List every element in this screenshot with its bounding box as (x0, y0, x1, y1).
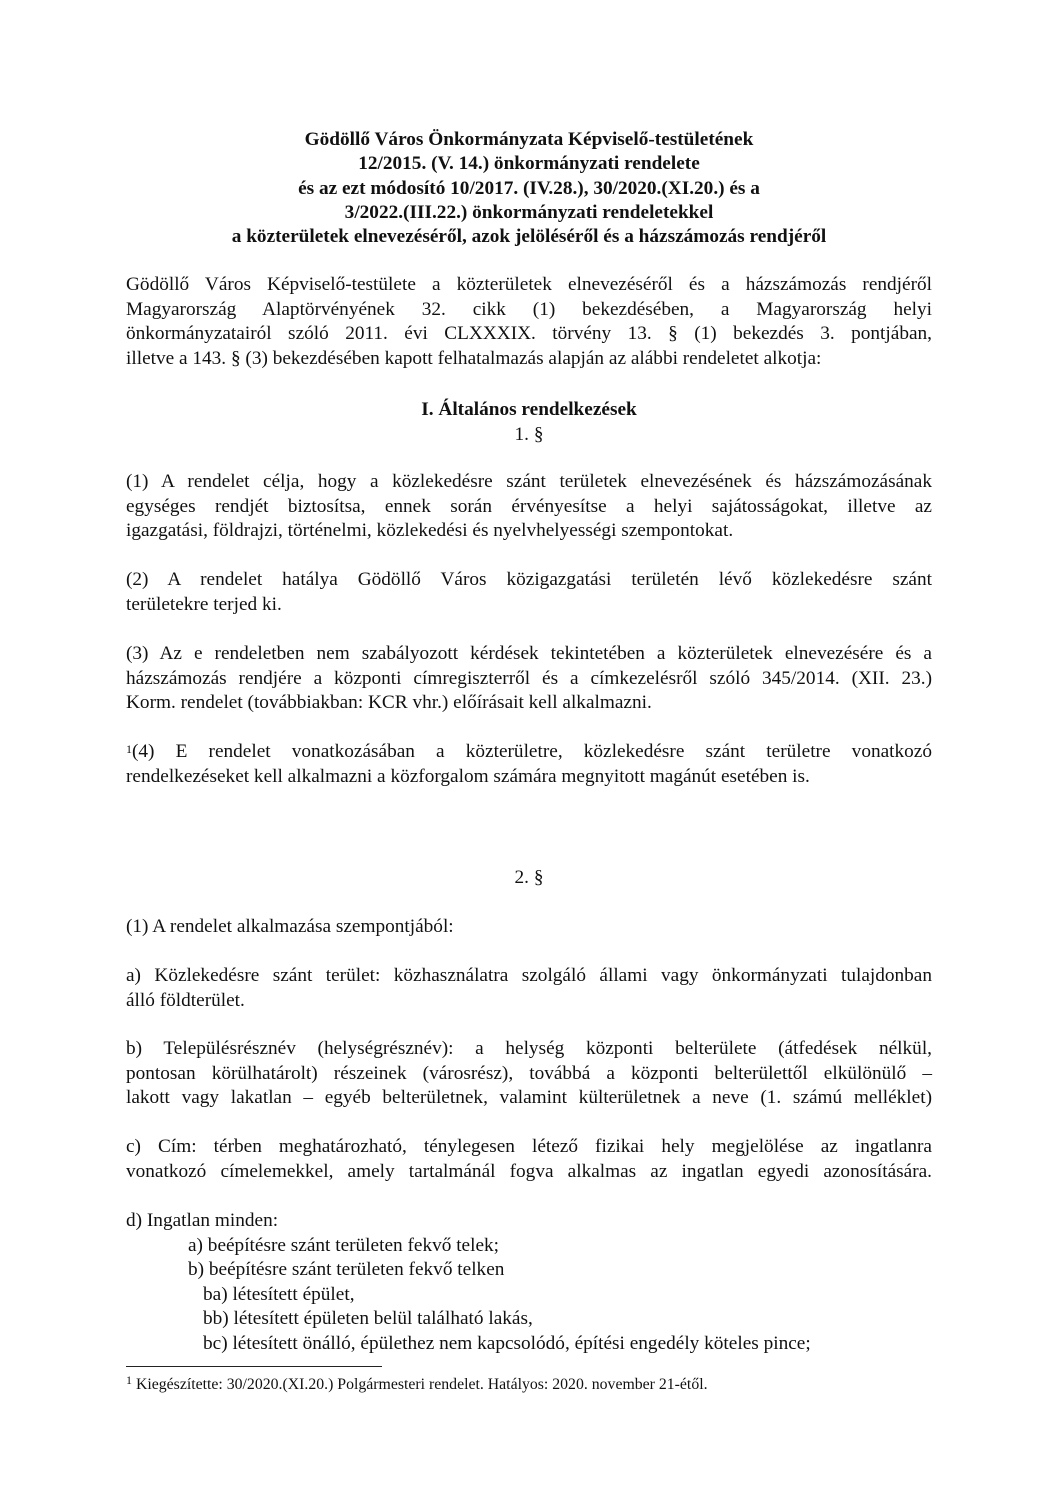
text-line (126, 740, 932, 765)
section-number: 1. § (514, 424, 544, 445)
definition-b (126, 1037, 932, 1111)
definition-a (126, 964, 932, 1013)
footnote-ref[interactable]: 1 (126, 742, 132, 756)
paragraph-1-2 (126, 568, 932, 617)
text-line: Magyarország Alaptörvényének 32. cikk (1) bekezdésében, a Magyarország helyi (126, 298, 932, 320)
sub-sub-item: bc) létesített önálló, épülethez nem kapcsolódó, építési engedély köteles pince; (203, 1332, 811, 1354)
title-line: Gödöllő Város Önkormányzata Képviselő-testületének (304, 129, 754, 150)
text-line: b) Településrésznév (helységrésznév): a helység központi belterülete (átfedések nélkül, (126, 1038, 932, 1059)
definition-c (126, 1135, 932, 1184)
text-line: igazgatási, földrajzi, történelmi, közlekedési és nyelvhelyességi szempontokat. (126, 520, 734, 541)
text-line: illetve a 143. § (3) bekezdésében kapott felhatalmazás alapján az alábbi rendeletet alkotja: (126, 347, 822, 369)
sub-sub-item: bb) létesített épületen belül található lakás, (203, 1308, 533, 1329)
title-line: 12/2015. (V. 14.) önkormányzati rendelete (358, 153, 700, 175)
definition-d (126, 1209, 932, 1356)
footnote-separator (126, 1366, 382, 1367)
text-line: (1) A rendelet célja, hogy a közlekedésre szánt területek elnevezésének és házszámozásának (126, 471, 932, 492)
title-line: 3/2022.(III.22.) önkormányzati rendeletekkel (344, 201, 714, 223)
text-line: pontosan körülhatárolt) részeinek (városrész), továbbá a központi belterülettől elkülönülő – (126, 1062, 932, 1084)
text-line: c) Cím: térben meghatározható, ténylegesen létező fizikai hely megjelölése az ingatlanra (126, 1136, 932, 1157)
text-line: lakott vagy lakatlan – egyéb belterületnek, valamint külterületnek a neve (1. számú melléklet) (126, 1087, 932, 1108)
paragraph-1-1 (126, 470, 932, 544)
section-number: 2. § (514, 867, 544, 888)
text-line: vonatkozó címelemekkel, amely tartalmánál fogva alkalmas az ingatlan egyedi azonosítására. (126, 1160, 932, 1182)
paragraph-1-4 (126, 740, 932, 789)
text-line: (2) A rendelet hatálya Gödöllő Város közigazgatási területén lévő közlekedésre szánt (126, 569, 932, 590)
chapter-heading: I. Általános rendelkezések (421, 399, 637, 420)
document-title (126, 128, 932, 249)
text-line: házszámozás rendjére a központi címregiszterről és a címkezelésről szóló 345/2014. (XII. 23.) (126, 667, 932, 689)
paragraph-1-3 (126, 642, 932, 716)
title-line: és az ezt módosító 10/2017. (IV.28.), 30/2020.(XI.20.) és a (298, 177, 760, 199)
text-line: (3) Az e rendeletben nem szabályozott kérdések tekintetében a közterületek elnevezésére és a (126, 643, 932, 664)
text-line: rendelkezéseket kell alkalmazni a közforgalom számára megnyitott magánút esetében is. (126, 765, 810, 787)
text-line: egységes rendjét biztosítsa, ennek során érvényesítse a helyi sajátosságokat, illetve az (126, 495, 932, 517)
text-line: területekre terjed ki. (126, 593, 282, 615)
text-line: álló földterület. (126, 989, 245, 1011)
footnote-number: 1 (126, 1373, 132, 1387)
title-line: a közterületek elnevezéséről, azok jelöléséről és a házszámozás rendjéről (231, 226, 827, 248)
text-line-content: (4) E rendelet vonatkozásában a közterületre, közlekedésre szánt területre vonatkozó (132, 741, 932, 762)
text-line: a) Közlekedésre szánt terület: közhasználatra szolgáló állami vagy önkormányzati tulajdonban (126, 965, 932, 986)
section-2-intro: (1) A rendelet alkalmazása szempontjából: (126, 916, 454, 937)
text-line: Korm. rendelet (továbbiakban: KCR vhr.) előírásait kell alkalmazni. (126, 692, 652, 713)
sub-item: a) beépítésre szánt területen fekvő telek; (188, 1234, 500, 1256)
preamble-paragraph (126, 273, 932, 371)
definition-d-label: d) Ingatlan minden: (126, 1210, 279, 1231)
sub-sub-item: ba) létesített épület, (203, 1283, 355, 1305)
sub-item: b) beépítésre szánt területen fekvő telken (188, 1259, 505, 1280)
footnote (126, 1373, 708, 1394)
footnote-text: Kiegészítette: 30/2020.(XI.20.) Polgármesteri rendelet. Hatályos: 2020. november 21-étől. (132, 1376, 708, 1393)
text-line: önkormányzatairól szóló 2011. évi CLXXXIX. törvény 13. § (1) bekezdés 3. pontjában, (126, 323, 932, 344)
text-line: Gödöllő Város Képviselő-testülete a közterületek elnevezéséről és a házszámozás rendjéről (126, 274, 932, 295)
